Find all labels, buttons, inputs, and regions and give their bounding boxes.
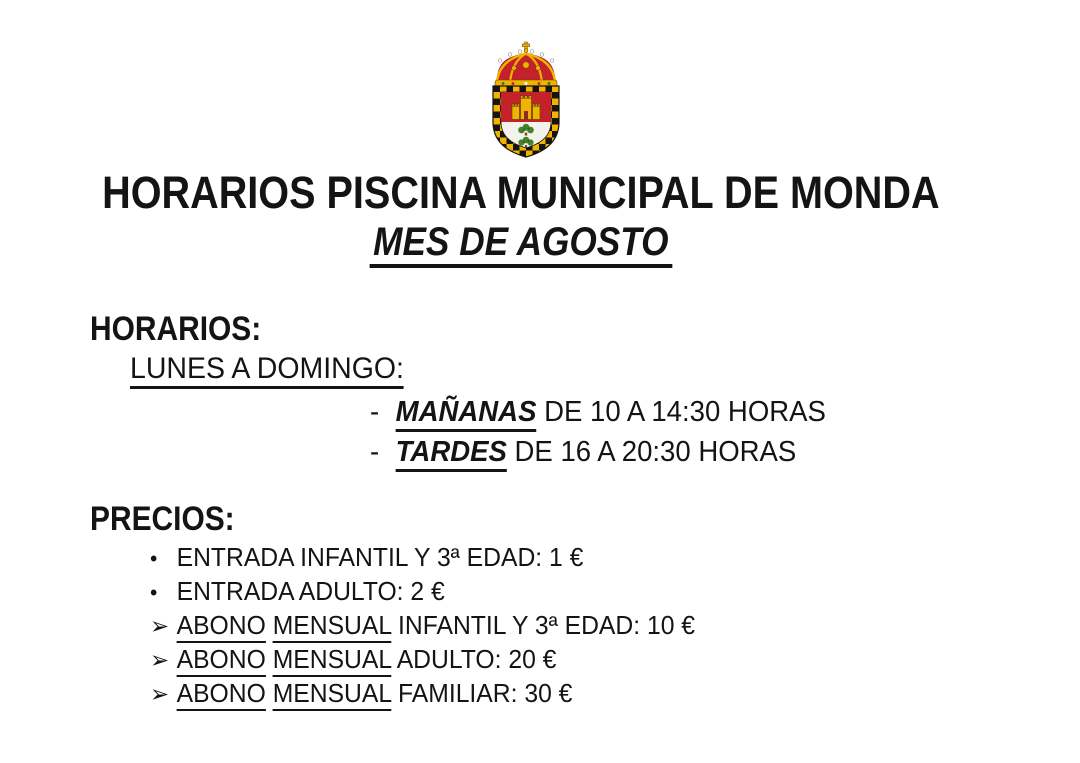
dash-bullet: -	[370, 436, 380, 468]
price-item	[150, 541, 695, 575]
horarios-heading: HORARIOS:	[90, 310, 262, 348]
shield-icon	[493, 86, 559, 157]
text-segment: MENSUAL	[273, 678, 391, 711]
text-segment: DE 16 A 20:30 HORAS	[506, 436, 797, 468]
dot-bullet: •	[150, 580, 158, 605]
schedule-items	[370, 392, 850, 472]
text-segment: TARDES	[396, 436, 507, 472]
price-item	[150, 643, 695, 677]
text-segment: LUNES A DOMINGO:	[130, 352, 404, 389]
text-segment: ABONO	[177, 678, 266, 711]
price-item	[150, 575, 695, 609]
dot-bullet: •	[150, 546, 158, 571]
text-segment: MENSUAL	[273, 644, 391, 677]
page-title: HORARIOS PISCINA MUNICIPAL DE MONDA	[102, 167, 940, 218]
text-segment: FAMILIAR: 30 €	[391, 678, 573, 708]
text-segment: ENTRADA ADULTO: 2 €	[176, 576, 445, 606]
monda-coat-of-arms-icon	[487, 40, 565, 160]
horarios-heading-row	[90, 310, 285, 348]
text-segment: ABONO	[177, 610, 266, 643]
text-segment: MAÑANAS	[396, 396, 537, 432]
precios-heading: PRECIOS:	[90, 500, 235, 538]
schedule-item	[370, 392, 826, 432]
text-segment: MENSUAL	[273, 610, 391, 643]
schedule-days	[130, 352, 404, 386]
text-segment: INFANTIL Y 3ª EDAD: 10 €	[391, 610, 696, 640]
schedule-item	[370, 432, 826, 472]
arrow-bullet: ➢	[150, 647, 170, 674]
text-segment: ENTRADA INFANTIL Y 3ª EDAD: 1 €	[176, 542, 584, 572]
text-segment: ADULTO: 20 €	[391, 644, 557, 674]
price-item	[150, 609, 695, 643]
arrow-bullet: ➢	[150, 681, 170, 708]
precios-heading-row	[90, 500, 254, 538]
schedule-days-row	[130, 352, 418, 386]
text-segment: ABONO	[177, 644, 266, 677]
title-row	[0, 167, 1042, 218]
price-item	[150, 677, 695, 711]
subtitle-row	[0, 221, 1042, 268]
text-segment: DE 10 A 14:30 HORAS	[536, 396, 826, 428]
page-subtitle: MES DE AGOSTO	[370, 221, 672, 268]
dash-bullet: -	[370, 396, 380, 428]
arrow-bullet: ➢	[150, 613, 170, 640]
price-list	[150, 541, 724, 711]
crown-icon	[495, 42, 557, 87]
